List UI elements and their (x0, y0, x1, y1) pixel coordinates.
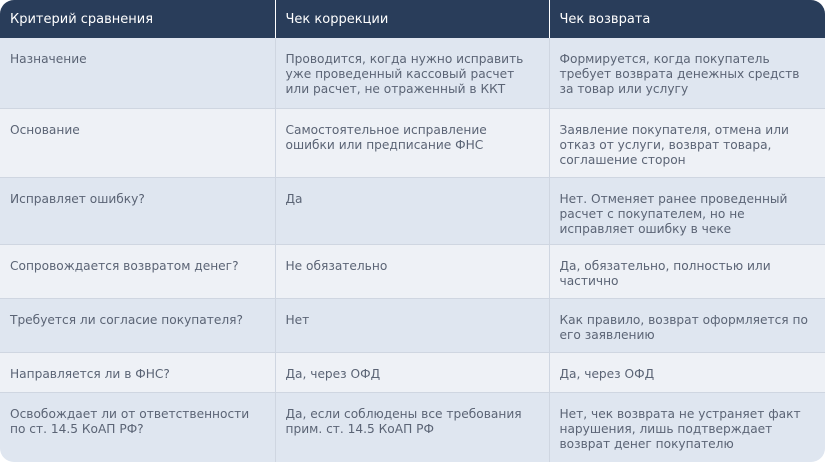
correction-cell: Нет (275, 298, 549, 352)
criterion-cell: Назначение (0, 38, 275, 108)
table-row (0, 38, 825, 108)
correction-cell: Да (275, 177, 549, 244)
table-header-row (0, 0, 825, 38)
correction-cell: Самостоятельное исправление ошибки или предписание ФНС (275, 108, 549, 177)
header-correction-receipt: Чек коррекции (275, 0, 549, 38)
header-return-receipt: Чек возврата (549, 0, 825, 38)
return-cell: Нет. Отменяет ранее проведенный расчет с покупателем, но не исправляет ошибку в чеке (549, 177, 825, 244)
criterion-cell: Сопровождается возвратом денег? (0, 244, 275, 298)
table-row (0, 352, 825, 392)
return-cell: Нет, чек возврата не устраняет факт нарушения, лишь подтверждает возврат денег покупателю (549, 392, 825, 462)
criterion-cell: Направляется ли в ФНС? (0, 352, 275, 392)
header-criterion: Критерий сравнения (0, 0, 275, 38)
return-cell: Заявление покупателя, отмена или отказ от услуги, возврат товара, соглашение сторон (549, 108, 825, 177)
table-row (0, 108, 825, 177)
table-row (0, 244, 825, 298)
table-row (0, 177, 825, 244)
return-cell: Формируется, когда покупатель требует возврата денежных средств за товар или услугу (549, 38, 825, 108)
correction-cell: Не обязательно (275, 244, 549, 298)
return-cell: Да, обязательно, полностью или частично (549, 244, 825, 298)
criterion-cell: Требуется ли согласие покупателя? (0, 298, 275, 352)
table-row (0, 298, 825, 352)
criterion-cell: Исправляет ошибку? (0, 177, 275, 244)
return-cell: Да, через ОФД (549, 352, 825, 392)
return-cell: Как правило, возврат оформляется по его заявлению (549, 298, 825, 352)
criterion-cell: Основание (0, 108, 275, 177)
correction-cell: Да, если соблюдены все требования прим. ст. 14.5 КоАП РФ (275, 392, 549, 462)
criterion-cell: Освобождает ли от ответственности по ст. 14.5 КоАП РФ? (0, 392, 275, 462)
table-row (0, 392, 825, 462)
correction-cell: Проводится, когда нужно исправить уже проведенный кассовый расчет или расчет, не отраженный в ККТ (275, 38, 549, 108)
correction-cell: Да, через ОФД (275, 352, 549, 392)
